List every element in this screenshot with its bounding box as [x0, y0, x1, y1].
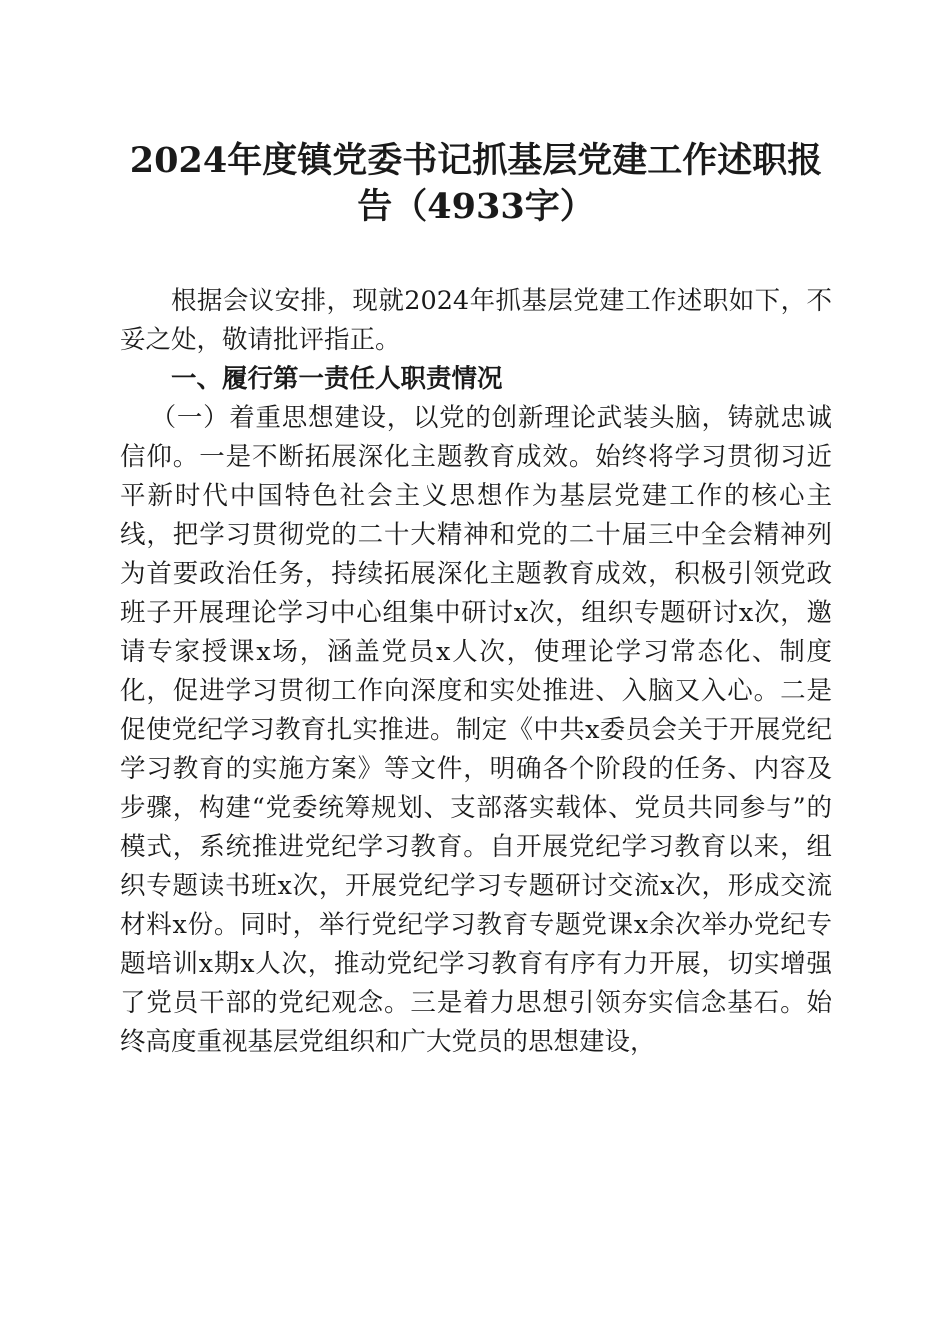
document-title: 2024年度镇党委书记抓基层党建工作述职报告（4933字） [129, 140, 823, 227]
intro-paragraph: 根据会议安排，现就2024年抓基层党建工作述职如下，不妥之处，敬请批评指正。 [120, 286, 832, 355]
section-heading: 一、履行第一责任人职责情况 [171, 364, 503, 394]
document-body [120, 282, 832, 1062]
body-paragraph: （一）着重思想建设，以党的创新理论武装头脑，铸就忠诚信仰。一是不断拓展深化主题教育成效。始终将学习贯彻习近平新时代中国特色社会主义思想作为基层党建工作的核心主线，把学习贯彻党的二十大精神和党的二十届三中全会精神列为首要政治任务，持续拓展深化主题教育成效，积极引领党政班子开展理论学习中心组集中研讨x次，组织专题研讨x次，邀请专家授课x场，涵盖党员x人次，使理论学习常态化、制度化，促进学习贯彻工作向深度和实处推进、入脑又入心。二是促使党纪学习教育扎实推进。制定《中共x委员会关于开展党纪学习教育的实施方案》等文件，明确各个阶段的任务、内容及步骤，构建“党委统筹规划、支部落实载体、党员共同参与”的模式，系统推进党纪学习教育。自开展党纪学习教育以来，组织专题读书班x次，开展党纪学习专题研讨交流x次，形成交流材料x份。同时，举行党纪学习教育专题党课x余次举办党纪专题培训x期x人次，推动党纪学习教育有序有力开展，切实增强了党员干部的党纪观念。三是着力思想引领夯实信念基石。始终高度重视基层党组织和广大党员的思想建设， [120, 403, 832, 1057]
